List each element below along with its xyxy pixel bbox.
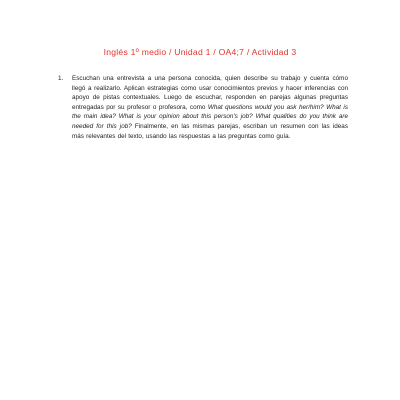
document-title: Inglés 1º medio / Unidad 1 / OA4;7 / Actividad 3 <box>103 47 297 57</box>
item-number: 1. <box>58 75 64 82</box>
item-questions: What questions would you ask her/him? What is the main idea? What is your opinion about this person's job? What qualities do you think are needed for this job? <box>72 103 348 130</box>
list-item <box>58 74 348 141</box>
item-text-intro: Escuchan una entrevista a una persona conocida, quien describe su trabajo y cuenta cómo llegó a realizarlo. Aplican estrategias como usar conocimientos previos y hacer inferencias con apoyo de pistas contextuales. Luego de escuchar, responden en parejas algunas preguntas entregadas por su profesor o profesora, como <box>72 75 348 111</box>
item-text-outro: Finalmente, en las mismas parejas, escriban un resumen con las ideas más relevantes del texto, usando las respuestas a las preguntas como guía. <box>72 122 348 140</box>
activity-list <box>58 74 348 141</box>
